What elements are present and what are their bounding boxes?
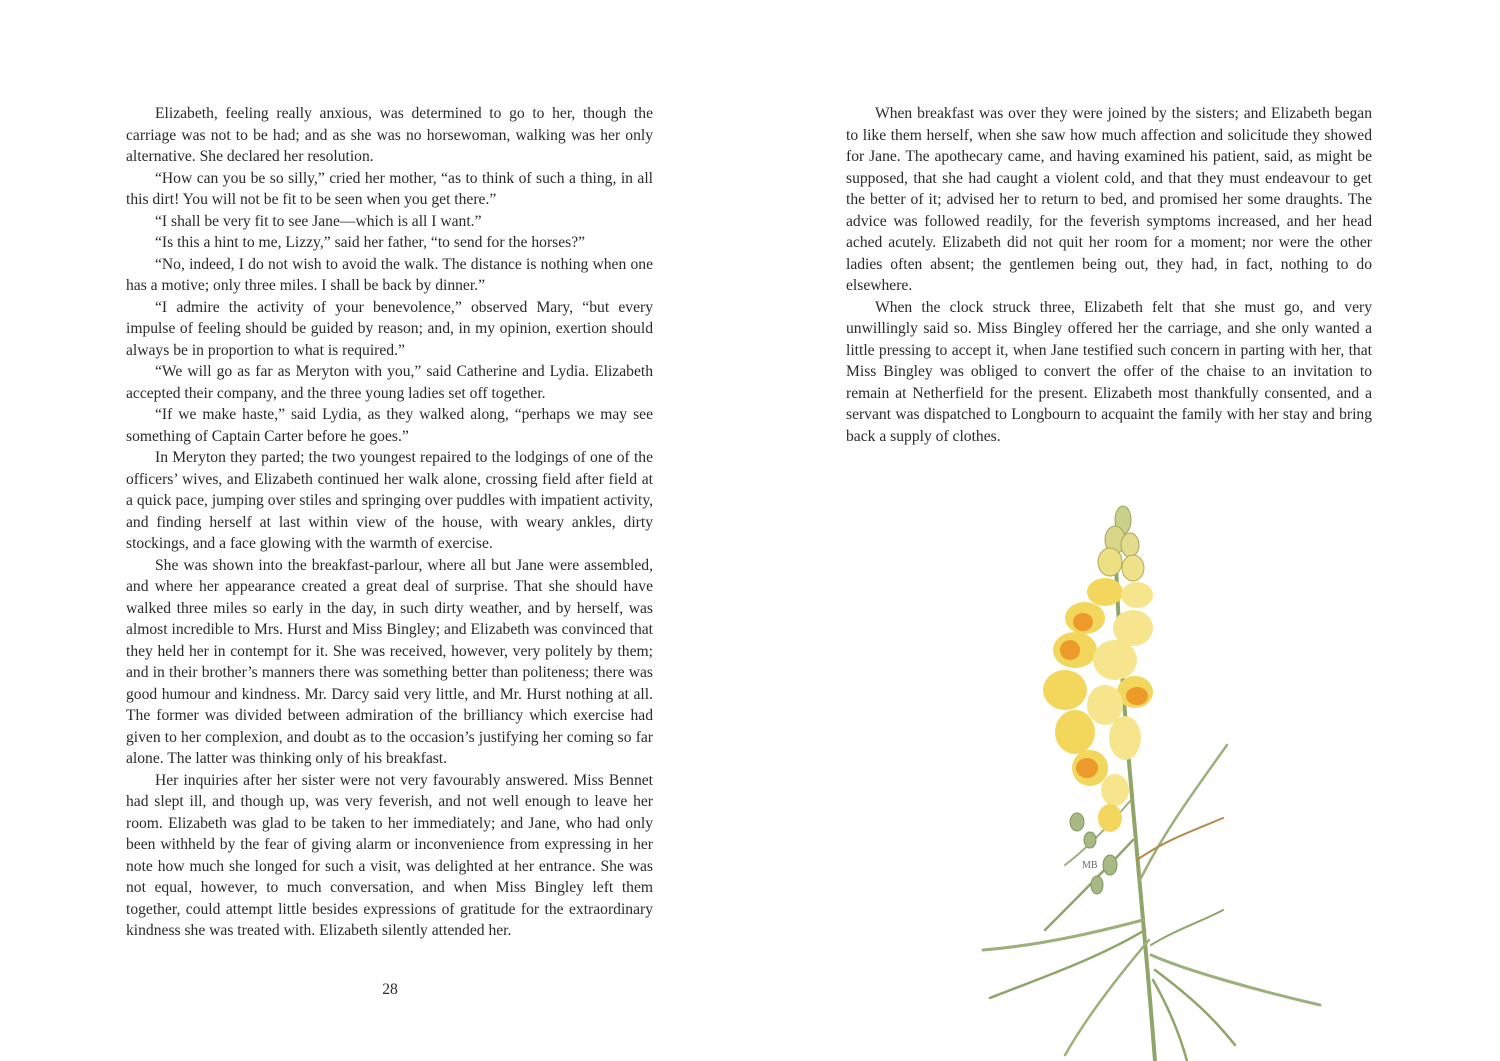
paragraph: In Meryton they parted; the two youngest repaired to the lodgings of one of the officers’ wives, and Elizabeth continued her walk alone, crossing field after field at a quick pace, jumping over stiles and springing over puddles with impatient activity, and finding herself at last within view of the house, with weary ankles, dirty stockings, and a face glowing with the warmth of exercise. — [126, 449, 653, 552]
paragraph: “I shall be very fit to see Jane—which is all I want.” — [155, 212, 482, 230]
paragraph: Elizabeth, feeling really anxious, was determined to go to her, though the carriage was not to be had; and as she was no horsewoman, walking was her only alternative. She declared her resolution. — [126, 105, 653, 165]
paragraph: “I admire the activity of your benevolence,” observed Mary, “but every impulse of feeling should be guided by reason; and, in my opinion, exertion should always be in proportion to what is required.” — [126, 298, 653, 359]
flower-spike — [1043, 506, 1153, 832]
paragraph: Her inquiries after her sister were not very favourably answered. Miss Bennet had slept ill, and though up, was very feverish, and not well enough to leave her room. Elizabeth was glad to be taken to her immediately; and Jane, who had only been withheld by the fear of giving alarm or inconvenience from expressing in her note how much she longed for such a visit, was delighted at her entrance. She was not equal, however, to much conversation, and when Miss Bingley left them together, could attempt little besides expressions of gratitude for the extraordinary kindness she was treated with. Elizabeth silently attended her. — [126, 771, 653, 939]
stem-and-leaves — [983, 530, 1320, 1061]
artist-monogram: MB — [1082, 860, 1098, 871]
toadflax-illustration — [965, 500, 1345, 1061]
paragraph: “If we make haste,” said Lydia, as they walked along, “perhaps we may see something of Captain Carter before he goes.” — [126, 406, 653, 445]
paragraph: “No, indeed, I do not wish to avoid the walk. The distance is nothing when one has a motive; only three miles. I shall be back by dinner.” — [126, 255, 653, 294]
paragraph: When breakfast was over they were joined by the sisters; and Elizabeth began to like them herself, when she saw how much affection and solicitude they showed for Jane. The apothecary came, and having examined his patient, said, as might be supposed, that she had caught a violent cold, and that they must endeavour to get the better of it; advised her to return to bed, and promised her some draughts. The advice was followed readily, for the feverish symptoms increased, and her head ached acutely. Elizabeth did not quit her room for a moment; nor were the other ladies often absent; the gentlemen being out, they had, in fact, nothing to do elsewhere. — [846, 105, 1372, 294]
paragraph: She was shown into the breakfast-parlour, where all but Jane were assembled, and where her appearance created a great deal of surprise. That she should have walked three miles so early in the day, in such dirty weather, and by herself, was almost incredible to Mrs. Hurst and Miss Bingley; and Elizabeth was convinced that they held her in contempt for it. She was received, however, very politely by them; and in their brother’s manners there was something better than politeness; there was good humour and kindness. Mr. Darcy said very little, and Mr. Hurst nothing at all. The former was divided between admiration of the brilliancy which exercise had given to her complexion, and doubt as to the occasion’s justifying her coming so far alone. The latter was thinking only of his breakfast. — [126, 556, 653, 767]
paragraph: When the clock struck three, Elizabeth felt that she must go, and very unwillingly said so. Miss Bingley offered her the carriage, and she only wanted a little pressing to accept it, when Jane testified such concern in parting with her, that Miss Bingley was obliged to convert the offer of the chaise to an invitation to remain at Netherfield for the present. Elizabeth most thankfully consented, and a servant was dispatched to Longbourn to acquaint the family with her stay and bring back a supply of clothes. — [846, 298, 1372, 445]
left-page-text — [126, 103, 653, 942]
page-number: 28 — [382, 981, 398, 998]
paragraph: “Is this a hint to me, Lizzy,” said her father, “to send for the horses?” — [155, 234, 586, 251]
right-page-text — [846, 103, 1372, 447]
paragraph: “How can you be so silly,” cried her mother, “as to think of such a thing, in all this dirt! You will not be fit to be seen when you get there.” — [126, 169, 653, 208]
paragraph: “We will go as far as Meryton with you,” said Catherine and Lydia. Elizabeth accepted their company, and the three young ladies set off together. — [126, 363, 653, 402]
